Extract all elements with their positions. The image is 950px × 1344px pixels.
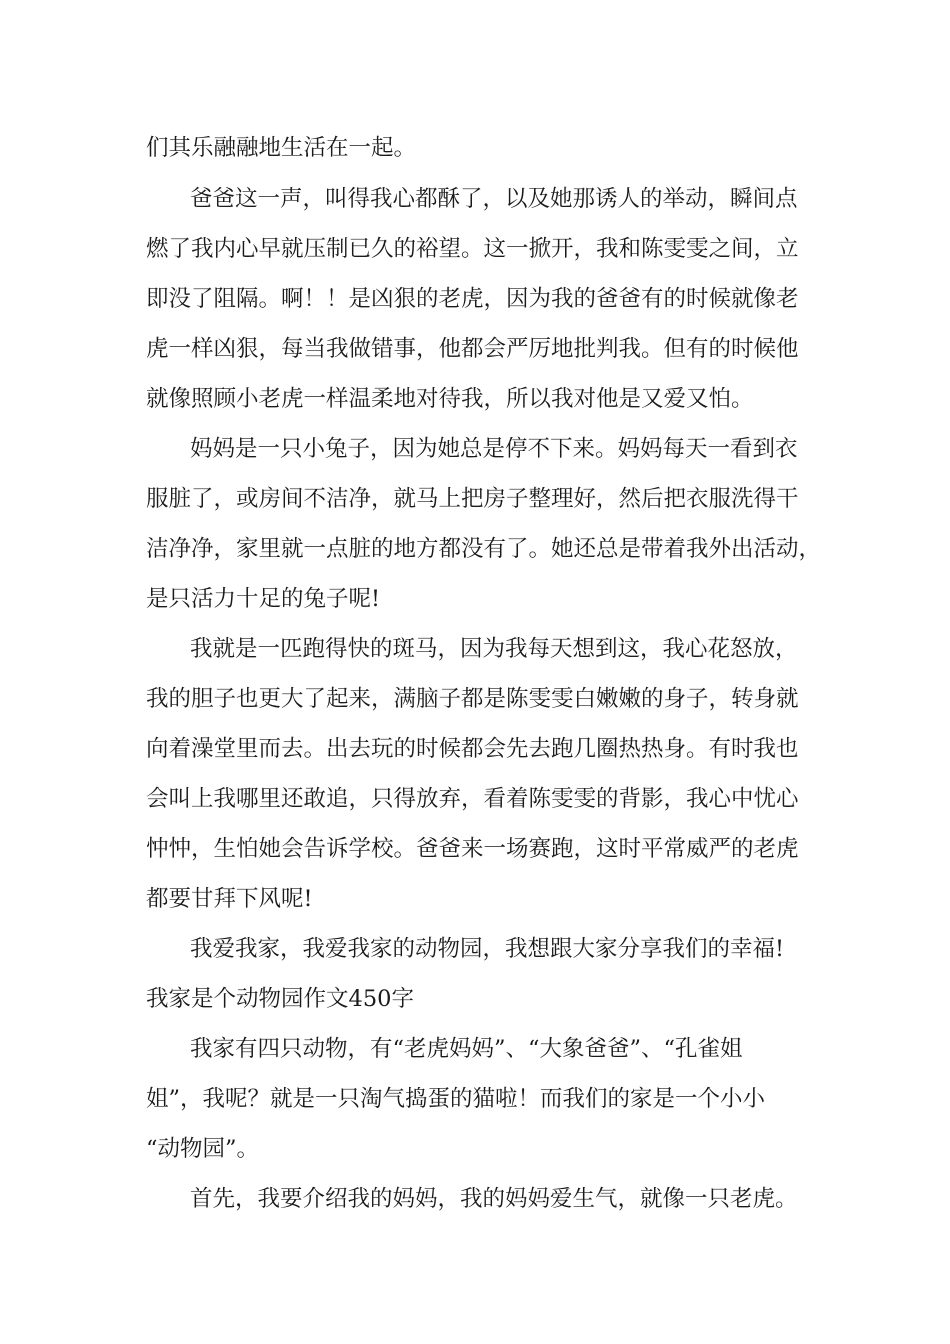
text-line: 忡忡，生怕她会告诉学校。爸爸来一场赛跑，这时平常威严的老虎	[146, 836, 799, 862]
text-line: 洁净净，家里就一点脏的地方都没有了。她还总是带着我外出活动，	[146, 536, 822, 562]
text-line: 首先，我要介绍我的妈妈，我的妈妈爱生气，就像一只老虎。	[190, 1186, 798, 1212]
text-line: 燃了我内心早就压制已久的裕望。这一掀开，我和陈雯雯之间，立	[146, 236, 799, 262]
text-line: 我家有四只动物，有“老虎妈妈”、“大象爸爸”、“孔雀姐	[190, 1036, 743, 1062]
text-line: 妈妈是一只小兔子，因为她总是停不下来。妈妈每天一看到衣	[190, 436, 798, 462]
text-line: 们其乐融融地生活在一起。	[146, 135, 417, 161]
text-line: 我的胆子也更大了起来，满脑子都是陈雯雯白嫩嫩的身子，转身就	[146, 686, 799, 712]
text-line: 即没了阻隔。啊！！是凶狠的老虎，因为我的爸爸有的时候就像老	[146, 286, 799, 312]
text-line: 向着澡堂里而去。出去玩的时候都会先去跑几圈热热身。有时我也	[146, 736, 799, 762]
text-line: 爸爸这一声，叫得我心都酥了，以及她那诱人的举动，瞬间点	[190, 186, 798, 212]
text-line: 就像照顾小老虎一样温柔地对待我，所以我对他是又爱又怕。	[146, 386, 754, 412]
text-line: “动物园”。	[146, 1136, 260, 1162]
text-line: 会叫上我哪里还敢追，只得放弃，看着陈雯雯的背影，我心中忧心	[146, 786, 799, 812]
text-line: 都要甘拜下风呢!	[146, 886, 313, 912]
section-heading: 我家是个动物园作文450字	[146, 986, 414, 1012]
text-line: 我就是一匹跑得快的斑马，因为我每天想到这，我心花怒放，	[190, 636, 798, 662]
text-line: 虎一样凶狠，每当我做错事，他都会严厉地批判我。但有的时候他	[146, 336, 799, 362]
text-line: 服脏了，或房间不洁净，就马上把房子整理好，然后把衣服洗得干	[146, 486, 799, 512]
text-line: 姐”，我呢？就是一只淘气捣蛋的猫啦！而我们的家是一个小小	[146, 1086, 766, 1112]
text-line: 是只活力十足的兔子呢!	[146, 586, 381, 612]
text-line: 我爱我家，我爱我家的动物园，我想跟大家分享我们的幸福!	[190, 936, 785, 962]
